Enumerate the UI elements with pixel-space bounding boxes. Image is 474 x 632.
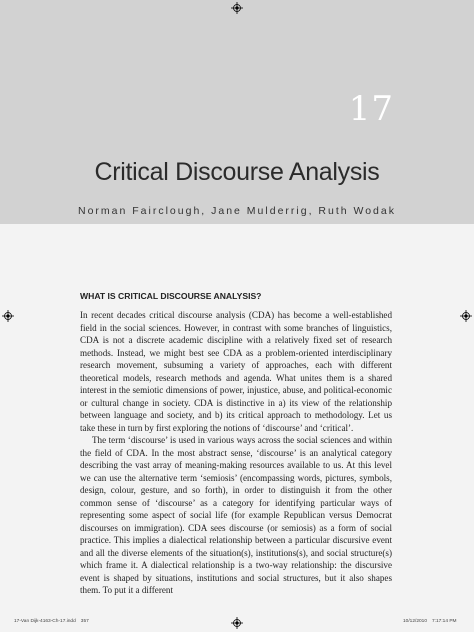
slug-time: 7:17:14 PM xyxy=(432,619,457,624)
slug-page: 357 xyxy=(80,619,89,624)
print-slug-date xyxy=(403,619,462,624)
paragraph-2: The term ‘discourse’ is used in various ways across the social sciences and within the field of CDA. In the most abstract sense, ‘discourse’ is an analytical category describing the vast array of meaning-making resources available to us. At this level we can use the alternative term ‘semiosis’ (encompassing words, pictures, symbols, design, colour, gesture, and so forth), in order to distinguish it from the other common sense of ‘discourse’ as a category for identifying particular ways of representing some aspect of social life (for example Republican versus Democrat discourses on immigration). CDA sees discourse (or semiosis) as a form of social practice. This implies a dialectical relationship between a particular discursive event and all the diverse elements of the situation(s), institutions(s), and social structure(s) which frame it. A dialectical relationship is a two-way relationship: the discursive event is shaped by situations, institutions and social structures, but it also shapes them. To put it a different xyxy=(80,435,392,595)
chapter-header-band xyxy=(0,0,474,224)
registration-mark-left-icon xyxy=(2,310,14,322)
chapter-authors: Norman Fairclough, Jane Mulderrig, Ruth Wodak xyxy=(78,205,396,217)
body-text xyxy=(80,309,392,597)
print-slug-file xyxy=(14,619,94,624)
slug-filename: 17-Van Dijk-4163-Ch-17.indd xyxy=(14,619,76,624)
section-heading: WHAT IS CRITICAL DISCOURSE ANALYSIS? xyxy=(80,291,262,301)
registration-mark-top-icon xyxy=(231,2,243,14)
registration-mark-right-icon xyxy=(460,310,472,322)
registration-mark-bottom-icon xyxy=(231,617,243,629)
slug-date: 10/12/2010 xyxy=(403,619,428,624)
chapter-title: Critical Discourse Analysis xyxy=(94,158,380,186)
chapter-number: 17 xyxy=(348,89,394,129)
paragraph-1: In recent decades critical discourse analysis (CDA) has become a well-established field in the social sciences. However, in contrast with some branches of linguistics, CDA is not a discrete academic discipline with a relatively fixed set of research methods. Instead, we might best see CDA as a problem-oriented interdisciplinary research movement, subsuming a variety of approaches, each with different theoretical models, research methods and agenda. What unites them is a shared interest in the semiotic dimensions of power, injustice, abuse, and political-economic or cultural change in society. CDA is distinctive in a) its view of the relationship between language and society, and b) its critical approach to methodology. Let us take these in turn by first exploring the notions of ‘discourse’ and ‘critical’. xyxy=(80,310,392,433)
